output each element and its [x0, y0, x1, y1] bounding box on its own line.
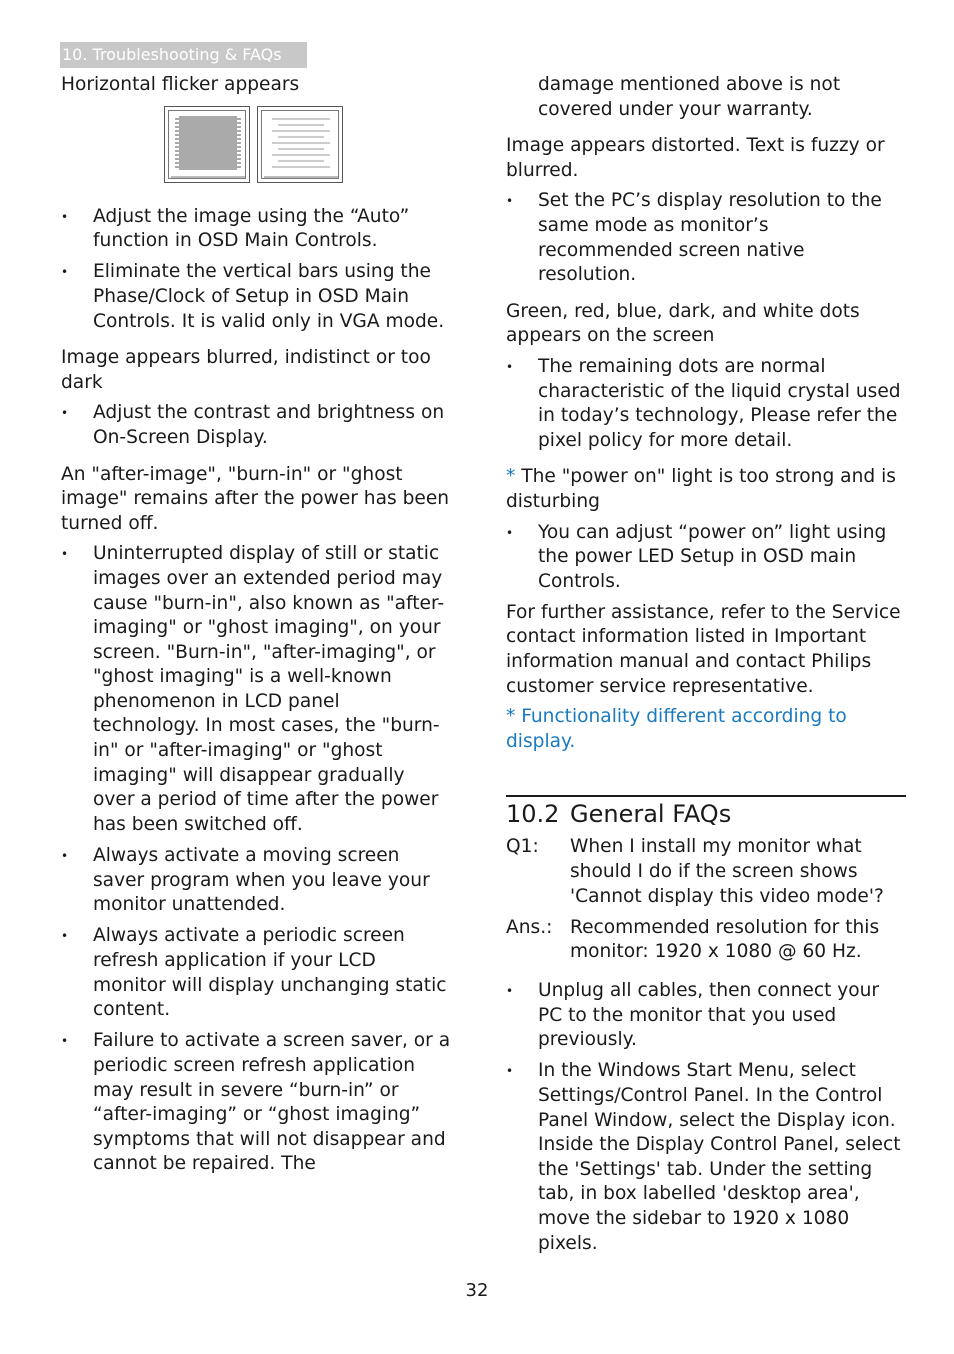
bullet-glyph: • — [61, 406, 69, 421]
list-item: • Eliminate the vertical bars using the Phase/Clock of Setup in OSD Main Controls. It is valid only in VGA mode. — [61, 261, 445, 332]
bullet-glyph: • — [61, 547, 69, 562]
blurred-heading: Image appears blurred, indistinct or too dark — [61, 347, 431, 393]
power-bullets — [506, 521, 906, 595]
left-column — [61, 73, 451, 1184]
flicker-screen-image — [164, 106, 250, 183]
flicker-illustration — [164, 106, 451, 183]
afterimage-bullets — [61, 542, 451, 1177]
section-heading — [506, 795, 906, 827]
bullet-glyph: • — [506, 525, 514, 540]
distorted-heading: Image appears distorted. Text is fuzzy or blurred. — [506, 135, 885, 181]
section-tab: 10. Troubleshooting & FAQs — [60, 42, 307, 68]
answer-label: Ans.: — [506, 916, 553, 938]
assistance-paragraph: For further assistance, refer to the Service contact information listed in Important information manual and contact Philips customer service representative. — [506, 601, 901, 697]
blurred-bullets — [61, 401, 451, 450]
list-item: • Unplug all cables, then connect your PC to the monitor that you used previously. — [506, 980, 880, 1051]
list-item: • Always activate a periodic screen refresh application if your LCD monitor will display unchanging static content. — [61, 925, 447, 1021]
afterimage-heading: An "after-image", "burn-in" or "ghost image" remains after the power has been turned off. — [61, 463, 450, 534]
list-item: • Always activate a moving screen saver program when you leave your monitor unattended. — [61, 845, 430, 916]
section-number: 10.2 — [506, 800, 560, 829]
list-item: • In the Windows Start Menu, select Settings/Control Panel. In the Control Panel Window, select the Display icon. Inside the Display Control Panel, select the 'Settings' tab. Under the setting tab, in box labelled 'desktop area', move the sidebar to 1920 x 1080 pixels. — [506, 1060, 901, 1254]
asterisk: * — [506, 466, 516, 488]
list-item: • Adjust the image using the “Auto” function in OSD Main Controls. — [61, 205, 410, 252]
section-title: General FAQs — [570, 800, 732, 829]
page-number: 32 — [465, 1280, 489, 1301]
answer-text: Recommended resolution for this monitor: 1920 x 1080 @ 60 Hz. — [570, 916, 880, 963]
dots-heading: Green, red, blue, dark, and white dots appears on the screen — [506, 300, 860, 347]
functionality-note: * Functionality different according to display. — [506, 706, 847, 752]
list-item: • Failure to activate a screen saver, or a periodic screen refresh application may result in severe “burn-in” or “after-imaging” or “ghost imaging” symptoms that will not disappear and cannot be repaired. The — [61, 1030, 451, 1175]
bullet-glyph: • — [506, 194, 514, 209]
faq-bullets — [506, 979, 906, 1256]
right-column — [506, 73, 906, 1263]
list-item: • Adjust the contrast and brightness on On-Screen Display. — [61, 402, 445, 448]
bullet-glyph: • — [506, 359, 514, 374]
flicker-bullets — [61, 205, 451, 335]
bullet-glyph: • — [506, 984, 514, 998]
dots-bullets — [506, 355, 906, 453]
bullet-glyph: • — [61, 929, 69, 944]
warranty-continuation: damage mentioned above is not covered under your warranty. — [538, 74, 841, 120]
list-item: • You can adjust “power on” light using the power LED Setup in OSD main Controls. — [506, 521, 887, 592]
faq-answer — [506, 916, 906, 965]
power-heading: * The "power on" light is too strong and is disturbing — [506, 466, 896, 512]
bullet-glyph: • — [61, 265, 69, 280]
question-label: Q1: — [506, 836, 539, 858]
faq-question — [506, 835, 906, 909]
list-item: • Uninterrupted display of still or static images over an extended period may cause "burn-in", also known as "after-imaging" or "ghost imaging", on your screen. "Burn-in", "after-imaging", or "ghost imaging" is a well-known phenomenon in LCD panel technology. In most cases, the "burn-in" or "after-imaging" or "ghost imaging" will disappear gradually over a period of time after the power has been switched off. — [61, 543, 445, 835]
bullet-glyph: • — [61, 209, 69, 224]
distorted-bullets — [506, 189, 906, 287]
question-text: When I install my monitor what should I do if the screen shows 'Cannot display this video mode'? — [570, 836, 884, 907]
list-item: • Set the PC’s display resolution to the same mode as monitor’s recommended screen native resolution. — [506, 190, 882, 286]
normal-screen-image — [257, 106, 343, 183]
bullet-glyph: • — [506, 1064, 514, 1079]
bullet-glyph: • — [61, 1034, 69, 1049]
bullet-glyph: • — [61, 849, 69, 864]
list-item: • The remaining dots are normal characteristic of the liquid crystal used in today’s technology, Please refer the pixel policy for more detail. — [506, 355, 901, 451]
flicker-heading: Horizontal flicker appears — [61, 74, 300, 95]
